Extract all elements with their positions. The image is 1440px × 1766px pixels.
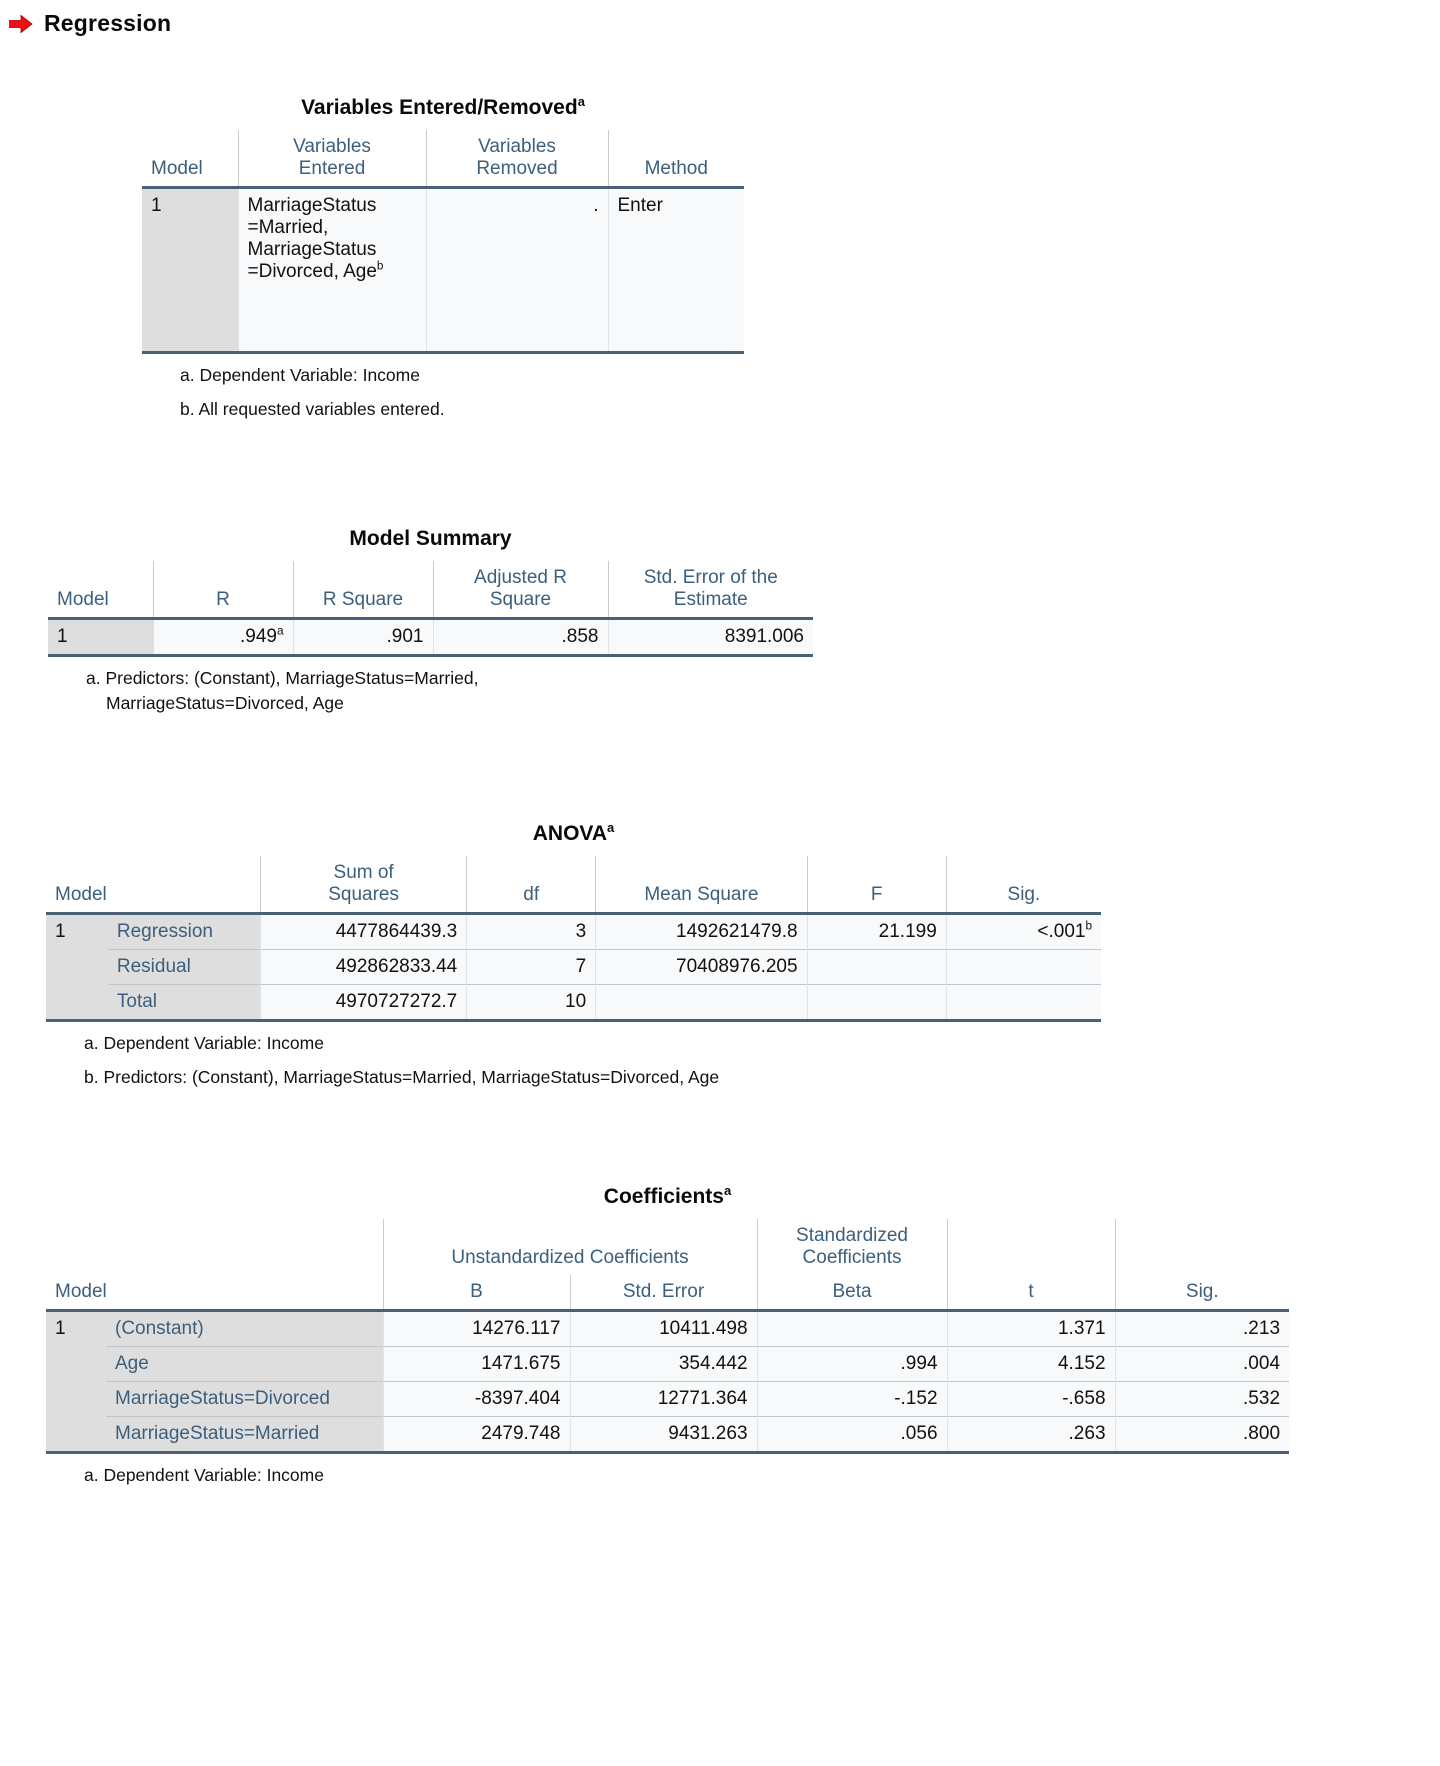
col-header-t [947, 1275, 1115, 1310]
col-header-b-label: B [470, 1280, 483, 1302]
model-summary-footnote-a-line2: MarriageStatus=Divorced, Age [106, 693, 344, 714]
col-header-model-label: Model [55, 883, 107, 905]
col-header-variables-removed [426, 130, 608, 187]
cell-model: 1 [46, 1310, 106, 1346]
variables-table-title-superscript: a [577, 94, 585, 109]
model-summary-table [48, 561, 813, 657]
col-header-model-label: Model [55, 1280, 107, 1302]
col-header-source [108, 856, 261, 913]
model-summary-footnote-a [48, 666, 813, 717]
col-header-method-label: Method [644, 157, 708, 179]
table-row [46, 1381, 1289, 1416]
col-header-adjusted-r-square-line2: Square [489, 588, 552, 610]
cell-sig-value: <.001 [1037, 920, 1086, 942]
cell-sig-superscript: b [1085, 919, 1092, 933]
cell-sig [946, 949, 1101, 984]
cell-method: Enter [608, 187, 744, 352]
cell-beta [757, 1310, 947, 1346]
anova-title-superscript: a [607, 820, 615, 835]
cell-mean-square: 1492621479.8 [596, 913, 807, 949]
cell-t: -.658 [947, 1381, 1115, 1416]
cell-variables-entered [238, 187, 426, 352]
coefficients-footnote-a: a. Dependent Variable: Income [84, 1464, 324, 1485]
group-header-standardized-line1: Standardized [796, 1225, 908, 1246]
col-header-f-label: F [870, 883, 883, 905]
cell-std-error: 8391.006 [608, 618, 813, 655]
group-header-spacer-model [46, 1219, 106, 1275]
cell-sig: .004 [1115, 1346, 1289, 1381]
cell-t: 1.371 [947, 1310, 1115, 1346]
col-header-std-error-estimate [608, 561, 813, 618]
anova-footnote-a: a. Dependent Variable: Income [84, 1032, 324, 1053]
col-header-variables-removed-line1: Variables [478, 136, 556, 157]
col-header-r-square [293, 561, 433, 618]
anova-footnote-b: b. Predictors: (Constant), MarriageStatus=Married, MarriageStatus=Divorced, Age [84, 1067, 720, 1088]
cell-variables-entered-line1: MarriageStatus [247, 194, 377, 216]
cell-b: 14276.117 [383, 1310, 570, 1346]
col-header-mean-square-label: Mean Square [644, 883, 759, 905]
cell-predictor: MarriageStatus=Divorced [106, 1381, 383, 1416]
cell-std-error: 354.442 [570, 1346, 757, 1381]
cell-r-value: .949 [239, 625, 277, 647]
cell-std-error: 9431.263 [570, 1416, 757, 1452]
col-header-beta [757, 1275, 947, 1310]
table-header-row [46, 1275, 1289, 1310]
col-header-std-error-estimate-line1: Std. Error of the [643, 567, 778, 588]
cell-mean-square [596, 984, 807, 1020]
cell-variables-removed: . [426, 187, 608, 352]
anova-block [46, 822, 1101, 1090]
anova-table [46, 856, 1101, 1022]
col-header-beta-label: Beta [832, 1280, 872, 1302]
anova-title-text: ANOVA [532, 822, 608, 845]
col-header-model [142, 130, 238, 187]
cell-b: 1471.675 [383, 1346, 570, 1381]
coefficients-title-superscript: a [723, 1183, 732, 1198]
cell-model [46, 1416, 106, 1452]
cell-t: 4.152 [947, 1346, 1115, 1381]
table-row [142, 187, 744, 352]
cell-sig: .800 [1115, 1416, 1289, 1452]
col-header-t-label: t [1028, 1280, 1034, 1302]
col-header-sig-label: Sig. [1185, 1280, 1219, 1302]
col-header-sig [946, 856, 1101, 913]
cell-model: 1 [46, 913, 108, 949]
right-arrow-icon [8, 13, 34, 35]
cell-variables-entered-line3: MarriageStatus [247, 238, 377, 260]
cell-b: -8397.404 [383, 1381, 570, 1416]
col-header-r [153, 561, 293, 618]
variables-entered-removed-block [142, 96, 744, 422]
col-header-variables-entered-line1: Variables [293, 136, 371, 157]
col-header-model-label: Model [57, 588, 109, 610]
cell-model [46, 1346, 106, 1381]
cell-f [807, 949, 946, 984]
col-header-model [46, 1275, 106, 1310]
cell-sum-of-squares: 492862833.44 [261, 949, 467, 984]
model-summary-table-title [48, 527, 813, 561]
table-group-header-row [46, 1219, 1289, 1275]
col-header-model [46, 856, 108, 913]
table-header-row [142, 130, 744, 187]
col-header-sum-of-squares-line1: Sum of [333, 862, 394, 883]
cell-variables-entered-superscript: b [376, 259, 384, 273]
group-header-spacer-sig [1115, 1219, 1289, 1275]
cell-df: 3 [467, 913, 596, 949]
cell-variables-entered-line4: =Divorced, Age [247, 260, 377, 282]
col-header-predictor [106, 1275, 383, 1310]
cell-b: 2479.748 [383, 1416, 570, 1452]
col-header-std-error-label: Std. Error [622, 1280, 705, 1302]
cell-df: 10 [467, 984, 596, 1020]
col-header-mean-square [596, 856, 807, 913]
cell-r [153, 618, 293, 655]
cell-sum-of-squares: 4477864439.3 [261, 913, 467, 949]
cell-model [46, 984, 108, 1020]
variables-footnote-a: a. Dependent Variable: Income [180, 364, 420, 385]
variables-footnote-b: b. All requested variables entered. [180, 399, 445, 420]
col-header-df-label: df [523, 883, 540, 905]
cell-model [46, 949, 108, 984]
coefficients-table-title [46, 1185, 1289, 1219]
cell-sig: .532 [1115, 1381, 1289, 1416]
col-header-model [48, 561, 153, 618]
cell-df: 7 [467, 949, 596, 984]
cell-beta: .056 [757, 1416, 947, 1452]
group-header-standardized-coefficients [757, 1219, 947, 1275]
page-title: Regression [44, 10, 172, 36]
cell-predictor: Age [106, 1346, 383, 1381]
model-summary-block [48, 527, 813, 716]
col-header-f [807, 856, 946, 913]
page-heading [0, 0, 1440, 37]
col-header-variables-entered-line2: Entered [298, 157, 366, 179]
cell-sig [946, 913, 1101, 949]
col-header-adjusted-r-square-line1: Adjusted R [474, 567, 567, 588]
model-summary-title-text: Model Summary [349, 527, 512, 550]
cell-std-error: 10411.498 [570, 1310, 757, 1346]
variables-table-title [142, 96, 744, 130]
coefficients-title-text: Coefficients [603, 1185, 724, 1208]
cell-f: 21.199 [807, 913, 946, 949]
table-row [46, 1310, 1289, 1346]
col-header-adjusted-r-square [433, 561, 608, 618]
cell-sig [946, 984, 1101, 1020]
cell-r-superscript: a [276, 624, 284, 638]
variables-table-title-text: Variables Entered/Removed [301, 96, 578, 119]
cell-sum-of-squares: 4970727272.7 [261, 984, 467, 1020]
col-header-sum-of-squares-line2: Squares [328, 883, 400, 905]
group-header-unstandardized-coefficients [383, 1219, 757, 1275]
cell-predictor: (Constant) [106, 1310, 383, 1346]
col-header-variables-removed-line2: Removed [476, 157, 558, 179]
model-summary-footnote-a-line1: a. Predictors: (Constant), MarriageStatus=Married, [86, 667, 479, 688]
col-header-sum-of-squares [261, 856, 467, 913]
col-header-r-label: R [216, 588, 230, 610]
cell-source: Residual [108, 949, 261, 984]
coefficients-table [46, 1219, 1289, 1454]
cell-model [46, 1381, 106, 1416]
cell-variables-entered-line2: =Married, [247, 216, 329, 238]
group-header-unstandardized-label: Unstandardized Coefficients [451, 1246, 689, 1268]
col-header-sig-label: Sig. [1007, 883, 1041, 905]
cell-model: 1 [48, 618, 153, 655]
cell-std-error: 12771.364 [570, 1381, 757, 1416]
table-header-row [48, 561, 813, 618]
col-header-sig [1115, 1275, 1289, 1310]
col-header-method [608, 130, 744, 187]
coefficients-block [46, 1185, 1289, 1488]
cell-source: Regression [108, 913, 261, 949]
col-header-r-square-label: R Square [322, 588, 404, 610]
table-row [46, 984, 1101, 1020]
cell-f [807, 984, 946, 1020]
cell-source: Total [108, 984, 261, 1020]
table-row [46, 913, 1101, 949]
col-header-std-error-estimate-line2: Estimate [673, 588, 748, 610]
cell-t: .263 [947, 1416, 1115, 1452]
cell-beta: -.152 [757, 1381, 947, 1416]
col-header-std-error [570, 1275, 757, 1310]
table-row [46, 949, 1101, 984]
table-row [46, 1416, 1289, 1452]
cell-adjusted-r-square: .858 [433, 618, 608, 655]
cell-beta: .994 [757, 1346, 947, 1381]
cell-r-square: .901 [293, 618, 433, 655]
variables-entered-removed-table [142, 130, 744, 354]
group-header-standardized-line2: Coefficients [802, 1246, 902, 1268]
col-header-variables-entered [238, 130, 426, 187]
group-header-spacer-t [947, 1219, 1115, 1275]
col-header-b [383, 1275, 570, 1310]
table-row [48, 618, 813, 655]
col-header-df [467, 856, 596, 913]
cell-sig: .213 [1115, 1310, 1289, 1346]
col-header-model-label: Model [151, 157, 203, 179]
anova-table-title [46, 822, 1101, 856]
group-header-spacer-predictor [106, 1219, 383, 1275]
table-row [46, 1346, 1289, 1381]
cell-model: 1 [142, 187, 238, 352]
cell-predictor: MarriageStatus=Married [106, 1416, 383, 1452]
table-header-row [46, 856, 1101, 913]
cell-mean-square: 70408976.205 [596, 949, 807, 984]
